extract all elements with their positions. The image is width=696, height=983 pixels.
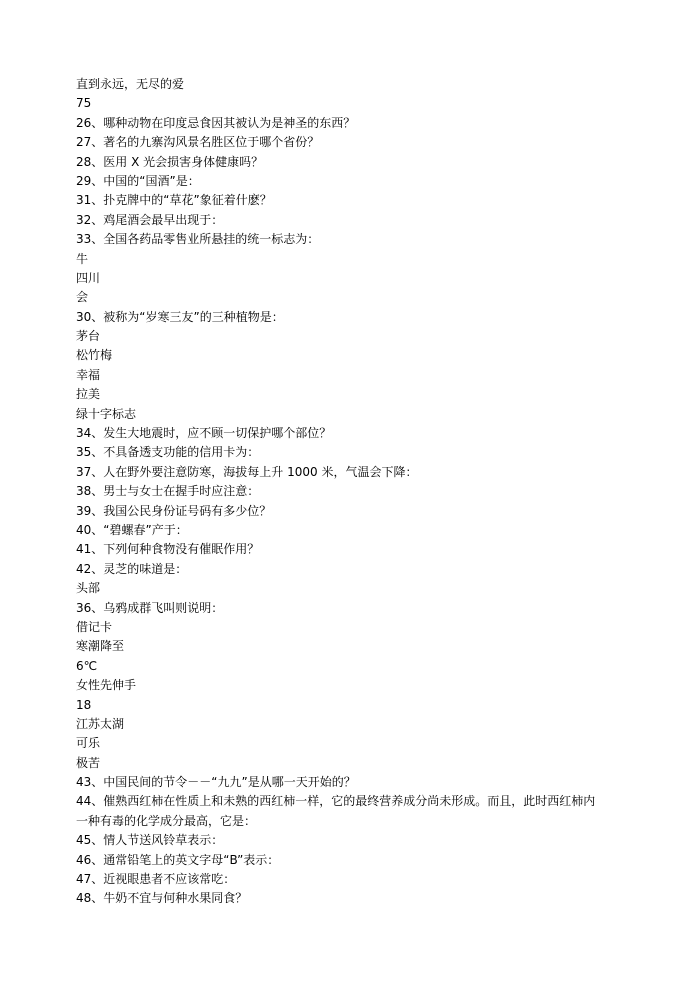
question-line: 31、扑克牌中的“草花”象征着什麽？ <box>76 193 272 208</box>
answer-line: 绿十字标志 <box>76 406 137 421</box>
answer-line: 头部 <box>76 581 101 596</box>
question-line-continued: 一种有毒的化学成分最高，它是： <box>76 813 257 828</box>
answer-line: 会 <box>76 290 89 305</box>
answer-line: 18 <box>76 697 92 712</box>
question-line: 27、著名的九寨沟风景名胜区位于哪个省份？ <box>76 135 320 150</box>
answer-line: 松竹梅 <box>76 348 113 363</box>
question-line: 28、医用 X 光会损害身体健康吗？ <box>76 154 264 169</box>
answer-line: 6℃ <box>76 658 98 673</box>
question-line: 39、我国公民身份证号码有多少位？ <box>76 503 272 518</box>
question-line: 26、哪种动物在印度忌食因其被认为是神圣的东西？ <box>76 115 356 130</box>
question-line: 38、男士与女士在握手时应注意： <box>76 484 260 499</box>
question-line: 37、人在野外要注意防寒，海拔每上升 1000 米，气温会下降： <box>76 464 418 479</box>
question-line: 42、灵芝的味道是： <box>76 561 188 576</box>
answer-line: 牛 <box>76 251 89 266</box>
answer-line: 拉美 <box>76 387 101 402</box>
answer-line: 幸福 <box>76 367 101 382</box>
question-line: 35、不具备透支功能的信用卡为： <box>76 445 260 460</box>
answer-line: 借记卡 <box>76 619 113 634</box>
question-line: 47、近视眼患者不应该常吃： <box>76 872 236 887</box>
text-line: 75 <box>76 96 92 111</box>
document-body <box>76 75 636 909</box>
question-line: 32、鸡尾酒会最早出现于： <box>76 212 224 227</box>
answer-line: 极苦 <box>76 755 101 770</box>
answer-line: 茅台 <box>76 329 101 344</box>
answer-line: 可乐 <box>76 736 101 751</box>
question-line: 46、通常铅笔上的英文字母“B”表示： <box>76 852 280 867</box>
question-line: 45、情人节送风铃草表示： <box>76 833 224 848</box>
answer-line: 女性先伸手 <box>76 678 137 693</box>
question-line: 36、乌鸦成群飞叫则说明： <box>76 600 224 615</box>
answer-line: 寒潮降至 <box>76 639 125 654</box>
question-line: 44、催熟西红柿在性质上和未熟的西红柿一样，它的最终营养成分尚未形成。而且，此时西红柿内 <box>76 794 596 809</box>
question-line: 40、“碧螺春”产于： <box>76 522 188 537</box>
question-line: 41、下列何种食物没有催眠作用？ <box>76 542 260 557</box>
question-line: 29、中国的“国酒”是： <box>76 173 200 188</box>
question-line: 34、发生大地震时，应不顾一切保护哪个部位？ <box>76 426 332 441</box>
answer-line: 四川 <box>76 270 101 285</box>
question-line: 43、中国民间的节令－－“九九”是从哪一天开始的？ <box>76 775 356 790</box>
text-line: 直到永远，无尽的爱 <box>76 77 185 91</box>
question-line: 48、牛奶不宜与何种水果同食？ <box>76 891 248 906</box>
answer-line: 江苏太湖 <box>76 716 125 731</box>
question-line: 33、全国各药品零售业所悬挂的统一标志为： <box>76 232 320 247</box>
question-line: 30、被称为“岁寒三友”的三种植物是： <box>76 309 284 324</box>
